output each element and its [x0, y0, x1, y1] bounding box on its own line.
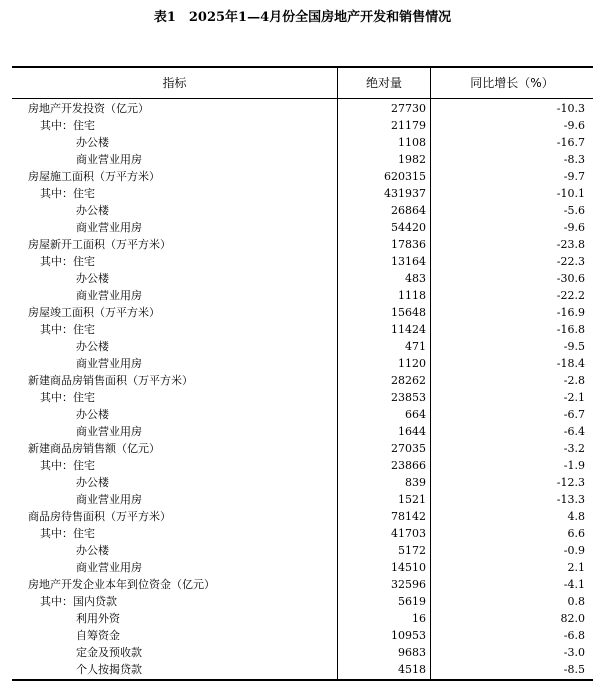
table-row	[0, 542, 605, 559]
row-indicator: 其中：住宅	[40, 119, 95, 132]
table-row	[0, 644, 605, 661]
row-yoy-growth: -2.1	[563, 391, 585, 404]
row-indicator: 办公楼	[76, 408, 109, 421]
table-row	[0, 304, 605, 321]
table-title: 表1 2025年1—4月份全国房地产开发和销售情况	[153, 10, 452, 25]
row-indicator: 商业营业用房	[76, 289, 142, 302]
table-row	[0, 185, 605, 202]
row-absolute-value: 471	[405, 340, 426, 353]
row-yoy-growth: -22.3	[556, 255, 585, 268]
row-indicator: 利用外资	[76, 612, 120, 625]
table-bottom-rule	[12, 679, 593, 681]
row-indicator: 其中：住宅	[40, 459, 95, 472]
table-row	[0, 151, 605, 168]
row-absolute-value: 1108	[398, 136, 426, 149]
row-absolute-value: 27730	[391, 102, 426, 115]
row-absolute-value: 27035	[391, 442, 426, 455]
table-row	[0, 661, 605, 678]
row-yoy-growth: -8.5	[563, 663, 585, 676]
row-absolute-value: 664	[405, 408, 426, 421]
row-absolute-value: 5172	[398, 544, 426, 557]
row-absolute-value: 16	[412, 612, 426, 625]
header-indicator: 指标	[162, 76, 187, 90]
row-absolute-value: 4518	[398, 663, 426, 676]
row-absolute-value: 10953	[391, 629, 426, 642]
row-yoy-growth: -1.9	[563, 459, 585, 472]
row-indicator: 办公楼	[76, 476, 109, 489]
row-indicator: 其中：住宅	[40, 255, 95, 268]
row-yoy-growth: -0.9	[563, 544, 585, 557]
row-yoy-growth: -6.7	[563, 408, 585, 421]
row-yoy-growth: -16.7	[556, 136, 585, 149]
table-row	[0, 457, 605, 474]
header-yoy: 同比增长（%）	[470, 76, 554, 90]
row-indicator: 办公楼	[76, 544, 109, 557]
table-row	[0, 610, 605, 627]
table-row	[0, 406, 605, 423]
row-indicator: 其中：住宅	[40, 187, 95, 200]
row-absolute-value: 1982	[398, 153, 426, 166]
row-indicator: 其中：住宅	[40, 527, 95, 540]
row-absolute-value: 15648	[391, 306, 426, 319]
row-yoy-growth: -22.2	[556, 289, 585, 302]
row-yoy-growth: -2.8	[563, 374, 585, 387]
table-row	[0, 321, 605, 338]
row-indicator: 商业营业用房	[76, 493, 142, 506]
table-row	[0, 440, 605, 457]
row-indicator: 其中：住宅	[40, 323, 95, 336]
table-row	[0, 355, 605, 372]
row-yoy-growth: -9.5	[563, 340, 585, 353]
row-yoy-growth: -3.2	[563, 442, 585, 455]
table-row	[0, 474, 605, 491]
row-yoy-growth: -4.1	[563, 578, 585, 591]
row-indicator: 办公楼	[76, 204, 109, 217]
row-yoy-growth: -10.1	[556, 187, 585, 200]
row-absolute-value: 620315	[384, 170, 426, 183]
row-indicator: 商业营业用房	[76, 153, 142, 166]
table-row	[0, 202, 605, 219]
row-absolute-value: 23866	[391, 459, 426, 472]
row-yoy-growth: -30.6	[556, 272, 585, 285]
row-absolute-value: 41703	[391, 527, 426, 540]
table-row	[0, 627, 605, 644]
row-yoy-growth: -23.8	[556, 238, 585, 251]
row-indicator: 商业营业用房	[76, 357, 142, 370]
row-absolute-value: 431937	[384, 187, 426, 200]
row-indicator: 房屋施工面积（万平方米）	[28, 170, 160, 183]
row-yoy-growth: 82.0	[560, 612, 585, 625]
row-yoy-growth: 6.6	[567, 527, 585, 540]
row-yoy-growth: 0.8	[567, 595, 585, 608]
row-absolute-value: 21179	[391, 119, 426, 132]
table-row	[0, 423, 605, 440]
table-row	[0, 525, 605, 542]
row-indicator: 办公楼	[76, 340, 109, 353]
row-yoy-growth: 4.8	[567, 510, 585, 523]
row-absolute-value: 5619	[398, 595, 426, 608]
table-row	[0, 593, 605, 610]
row-indicator: 新建商品房销售面积（万平方米）	[28, 374, 193, 387]
row-yoy-growth: -18.4	[556, 357, 585, 370]
row-yoy-growth: -16.8	[556, 323, 585, 336]
row-indicator: 商业营业用房	[76, 221, 142, 234]
row-absolute-value: 483	[405, 272, 426, 285]
row-absolute-value: 28262	[391, 374, 426, 387]
row-indicator: 商业营业用房	[76, 561, 142, 574]
row-yoy-growth: -6.8	[563, 629, 585, 642]
table-row	[0, 236, 605, 253]
row-yoy-growth: -10.3	[556, 102, 585, 115]
row-indicator: 商品房待售面积（万平方米）	[28, 510, 171, 523]
row-yoy-growth: -8.3	[563, 153, 585, 166]
row-absolute-value: 1118	[398, 289, 426, 302]
table-row	[0, 372, 605, 389]
row-yoy-growth: -9.6	[563, 221, 585, 234]
row-indicator: 个人按揭贷款	[76, 663, 142, 676]
header-absolute: 绝对量	[365, 76, 402, 90]
table-body	[0, 100, 605, 678]
row-absolute-value: 1644	[398, 425, 426, 438]
row-yoy-growth: 2.1	[567, 561, 585, 574]
row-indicator: 房地产开发投资（亿元）	[28, 102, 149, 115]
row-indicator: 其中：国内贷款	[40, 595, 117, 608]
table-row	[0, 508, 605, 525]
row-absolute-value: 14510	[391, 561, 426, 574]
table-row	[0, 134, 605, 151]
table-header-rule	[12, 98, 593, 99]
row-yoy-growth: -5.6	[563, 204, 585, 217]
row-yoy-growth: -12.3	[556, 476, 585, 489]
table-row	[0, 576, 605, 593]
row-indicator: 房屋竣工面积（万平方米）	[28, 306, 160, 319]
table-row	[0, 117, 605, 134]
row-absolute-value: 1120	[398, 357, 426, 370]
row-indicator: 办公楼	[76, 136, 109, 149]
row-absolute-value: 26864	[391, 204, 426, 217]
row-indicator: 自筹资金	[76, 629, 120, 642]
row-yoy-growth: -16.9	[556, 306, 585, 319]
row-absolute-value: 23853	[391, 391, 426, 404]
table-row	[0, 287, 605, 304]
row-indicator: 房地产开发企业本年到位资金（亿元）	[28, 578, 215, 591]
row-indicator: 商业营业用房	[76, 425, 142, 438]
table-row	[0, 559, 605, 576]
row-absolute-value: 32596	[391, 578, 426, 591]
row-absolute-value: 1521	[398, 493, 426, 506]
table-row	[0, 338, 605, 355]
row-indicator: 房屋新开工面积（万平方米）	[28, 238, 171, 251]
table-row	[0, 100, 605, 117]
table-row	[0, 389, 605, 406]
table-row	[0, 168, 605, 185]
row-absolute-value: 9683	[398, 646, 426, 659]
table-row	[0, 270, 605, 287]
row-absolute-value: 78142	[391, 510, 426, 523]
row-yoy-growth: -13.3	[556, 493, 585, 506]
row-indicator: 其中：住宅	[40, 391, 95, 404]
row-indicator: 定金及预收款	[76, 646, 142, 659]
table-row	[0, 219, 605, 236]
row-yoy-growth: -9.6	[563, 119, 585, 132]
row-absolute-value: 11424	[391, 323, 426, 336]
table-row	[0, 491, 605, 508]
row-yoy-growth: -6.4	[563, 425, 585, 438]
row-yoy-growth: -9.7	[563, 170, 585, 183]
row-indicator: 办公楼	[76, 272, 109, 285]
row-absolute-value: 13164	[391, 255, 426, 268]
row-absolute-value: 17836	[391, 238, 426, 251]
table-row	[0, 253, 605, 270]
row-yoy-growth: -3.0	[563, 646, 585, 659]
row-absolute-value: 54420	[391, 221, 426, 234]
row-indicator: 新建商品房销售额（亿元）	[28, 442, 160, 455]
row-absolute-value: 839	[405, 476, 426, 489]
